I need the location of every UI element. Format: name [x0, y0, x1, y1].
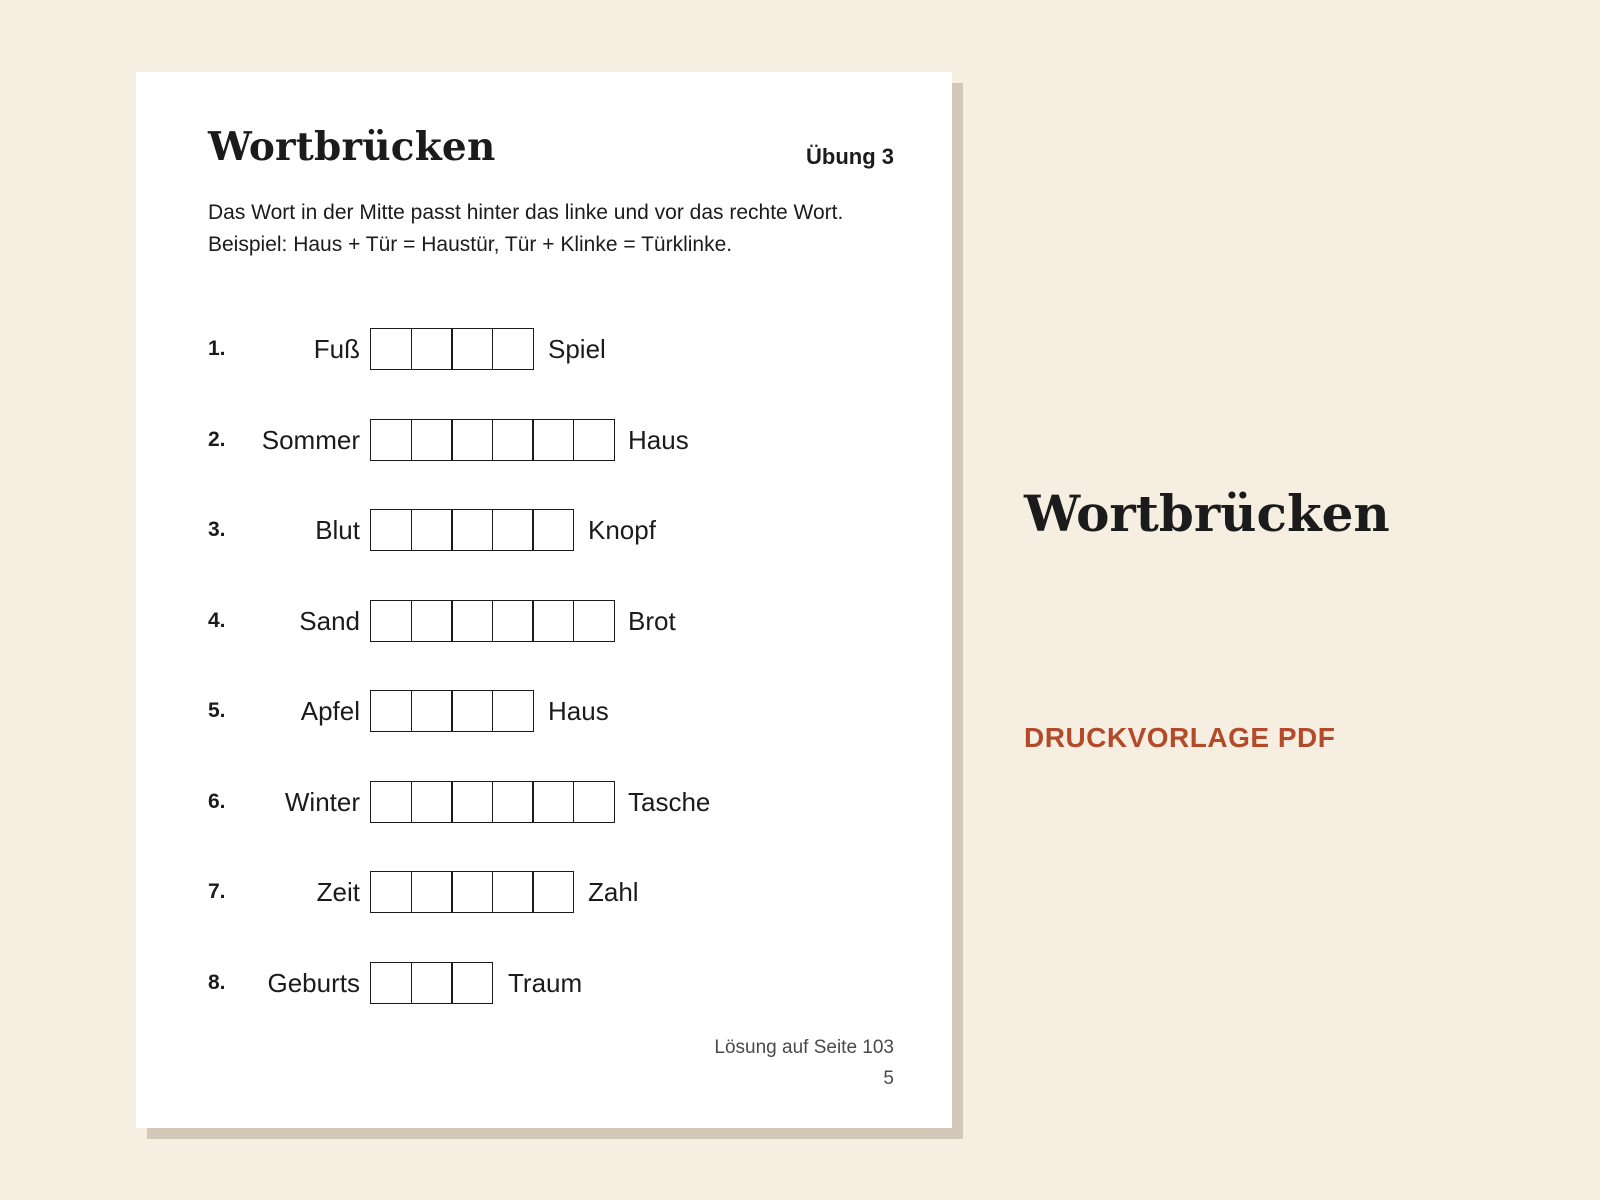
letter-boxes [370, 690, 534, 732]
letter-box[interactable] [411, 871, 453, 913]
letter-box[interactable] [370, 871, 412, 913]
letter-box[interactable] [492, 328, 534, 370]
letter-box[interactable] [492, 509, 534, 551]
right-word: Spiel [548, 334, 606, 364]
letter-box[interactable] [451, 962, 493, 1004]
right-word: Haus [548, 696, 609, 726]
letter-box[interactable] [411, 962, 453, 1004]
letter-box[interactable] [492, 600, 534, 642]
puzzle-number: 3. [208, 518, 226, 541]
letter-box[interactable] [492, 419, 534, 461]
puzzle-list [208, 72, 908, 1128]
letter-boxes [370, 600, 615, 642]
letter-box[interactable] [370, 781, 412, 823]
page-number: 5 [883, 1068, 894, 1089]
instructions-text: Das Wort in der Mitte passt hinter das linke und vor das rechte Wort. Beispiel: Haus + Tür = Haustür, Tür + Klinke = Türklinke. [208, 201, 844, 256]
letter-box[interactable] [492, 690, 534, 732]
letter-box[interactable] [532, 781, 574, 823]
puzzle-number: 5. [208, 699, 226, 722]
letter-boxes [370, 962, 493, 1004]
left-word: Zeit [316, 877, 360, 907]
letter-box[interactable] [370, 419, 412, 461]
sheet-title: Wortbrücken [208, 124, 496, 170]
right-word: Zahl [588, 877, 639, 907]
letter-box[interactable] [532, 509, 574, 551]
puzzle-row [208, 419, 848, 461]
letter-boxes [370, 781, 615, 823]
letter-box[interactable] [451, 871, 493, 913]
left-word: Winter [284, 786, 360, 817]
side-subtitle: DRUCKVORLAGE PDF [1024, 722, 1336, 753]
letter-box[interactable] [492, 781, 534, 823]
solution-note: Lösung auf Seite 103 [714, 1037, 894, 1058]
left-word: Blut [315, 515, 360, 545]
letter-box[interactable] [451, 690, 493, 732]
letter-boxes [370, 871, 574, 913]
letter-box[interactable] [451, 781, 493, 823]
letter-box[interactable] [370, 328, 412, 370]
letter-box[interactable] [370, 690, 412, 732]
puzzle-row [208, 509, 848, 551]
puzzle-number: 1. [208, 337, 226, 360]
puzzle-row [208, 690, 848, 732]
left-word: Sand [299, 605, 360, 636]
puzzle-row [208, 328, 848, 370]
puzzle-number: 8. [208, 970, 226, 994]
right-word: Knopf [588, 515, 656, 545]
puzzle-row [208, 600, 848, 642]
right-word: Tasche [628, 786, 711, 817]
side-title: Wortbrücken [1024, 484, 1390, 543]
puzzle-number: 7. [208, 880, 226, 903]
letter-box[interactable] [492, 871, 534, 913]
letter-boxes [370, 419, 615, 461]
letter-box[interactable] [411, 781, 453, 823]
letter-box[interactable] [411, 509, 453, 551]
letter-box[interactable] [411, 690, 453, 732]
letter-box[interactable] [370, 600, 412, 642]
right-word: Haus [628, 424, 689, 455]
letter-box[interactable] [573, 781, 615, 823]
letter-box[interactable] [370, 509, 412, 551]
left-word: Apfel [300, 696, 360, 726]
letter-box[interactable] [573, 600, 615, 642]
puzzle-number: 6. [208, 789, 226, 813]
puzzle-number: 2. [208, 427, 226, 451]
letter-box[interactable] [451, 419, 493, 461]
letter-boxes [370, 328, 534, 370]
left-word: Geburts [267, 967, 360, 998]
letter-boxes [370, 509, 574, 551]
letter-box[interactable] [370, 962, 412, 1004]
puzzle-number: 4. [208, 608, 226, 632]
puzzle-row [208, 781, 848, 823]
letter-box[interactable] [411, 328, 453, 370]
left-word: Sommer [261, 424, 360, 455]
right-word: Traum [508, 967, 583, 998]
letter-box[interactable] [451, 600, 493, 642]
letter-box[interactable] [532, 871, 574, 913]
right-word: Brot [628, 605, 676, 636]
letter-box[interactable] [573, 419, 615, 461]
letter-box[interactable] [532, 419, 574, 461]
exercise-label: Übung 3 [806, 144, 894, 169]
puzzle-row [208, 962, 848, 1004]
letter-box[interactable] [451, 328, 493, 370]
letter-box[interactable] [532, 600, 574, 642]
left-word: Fuß [313, 334, 360, 364]
worksheet-page [136, 72, 952, 1128]
letter-box[interactable] [411, 600, 453, 642]
letter-box[interactable] [451, 509, 493, 551]
puzzle-row [208, 871, 848, 913]
letter-box[interactable] [411, 419, 453, 461]
